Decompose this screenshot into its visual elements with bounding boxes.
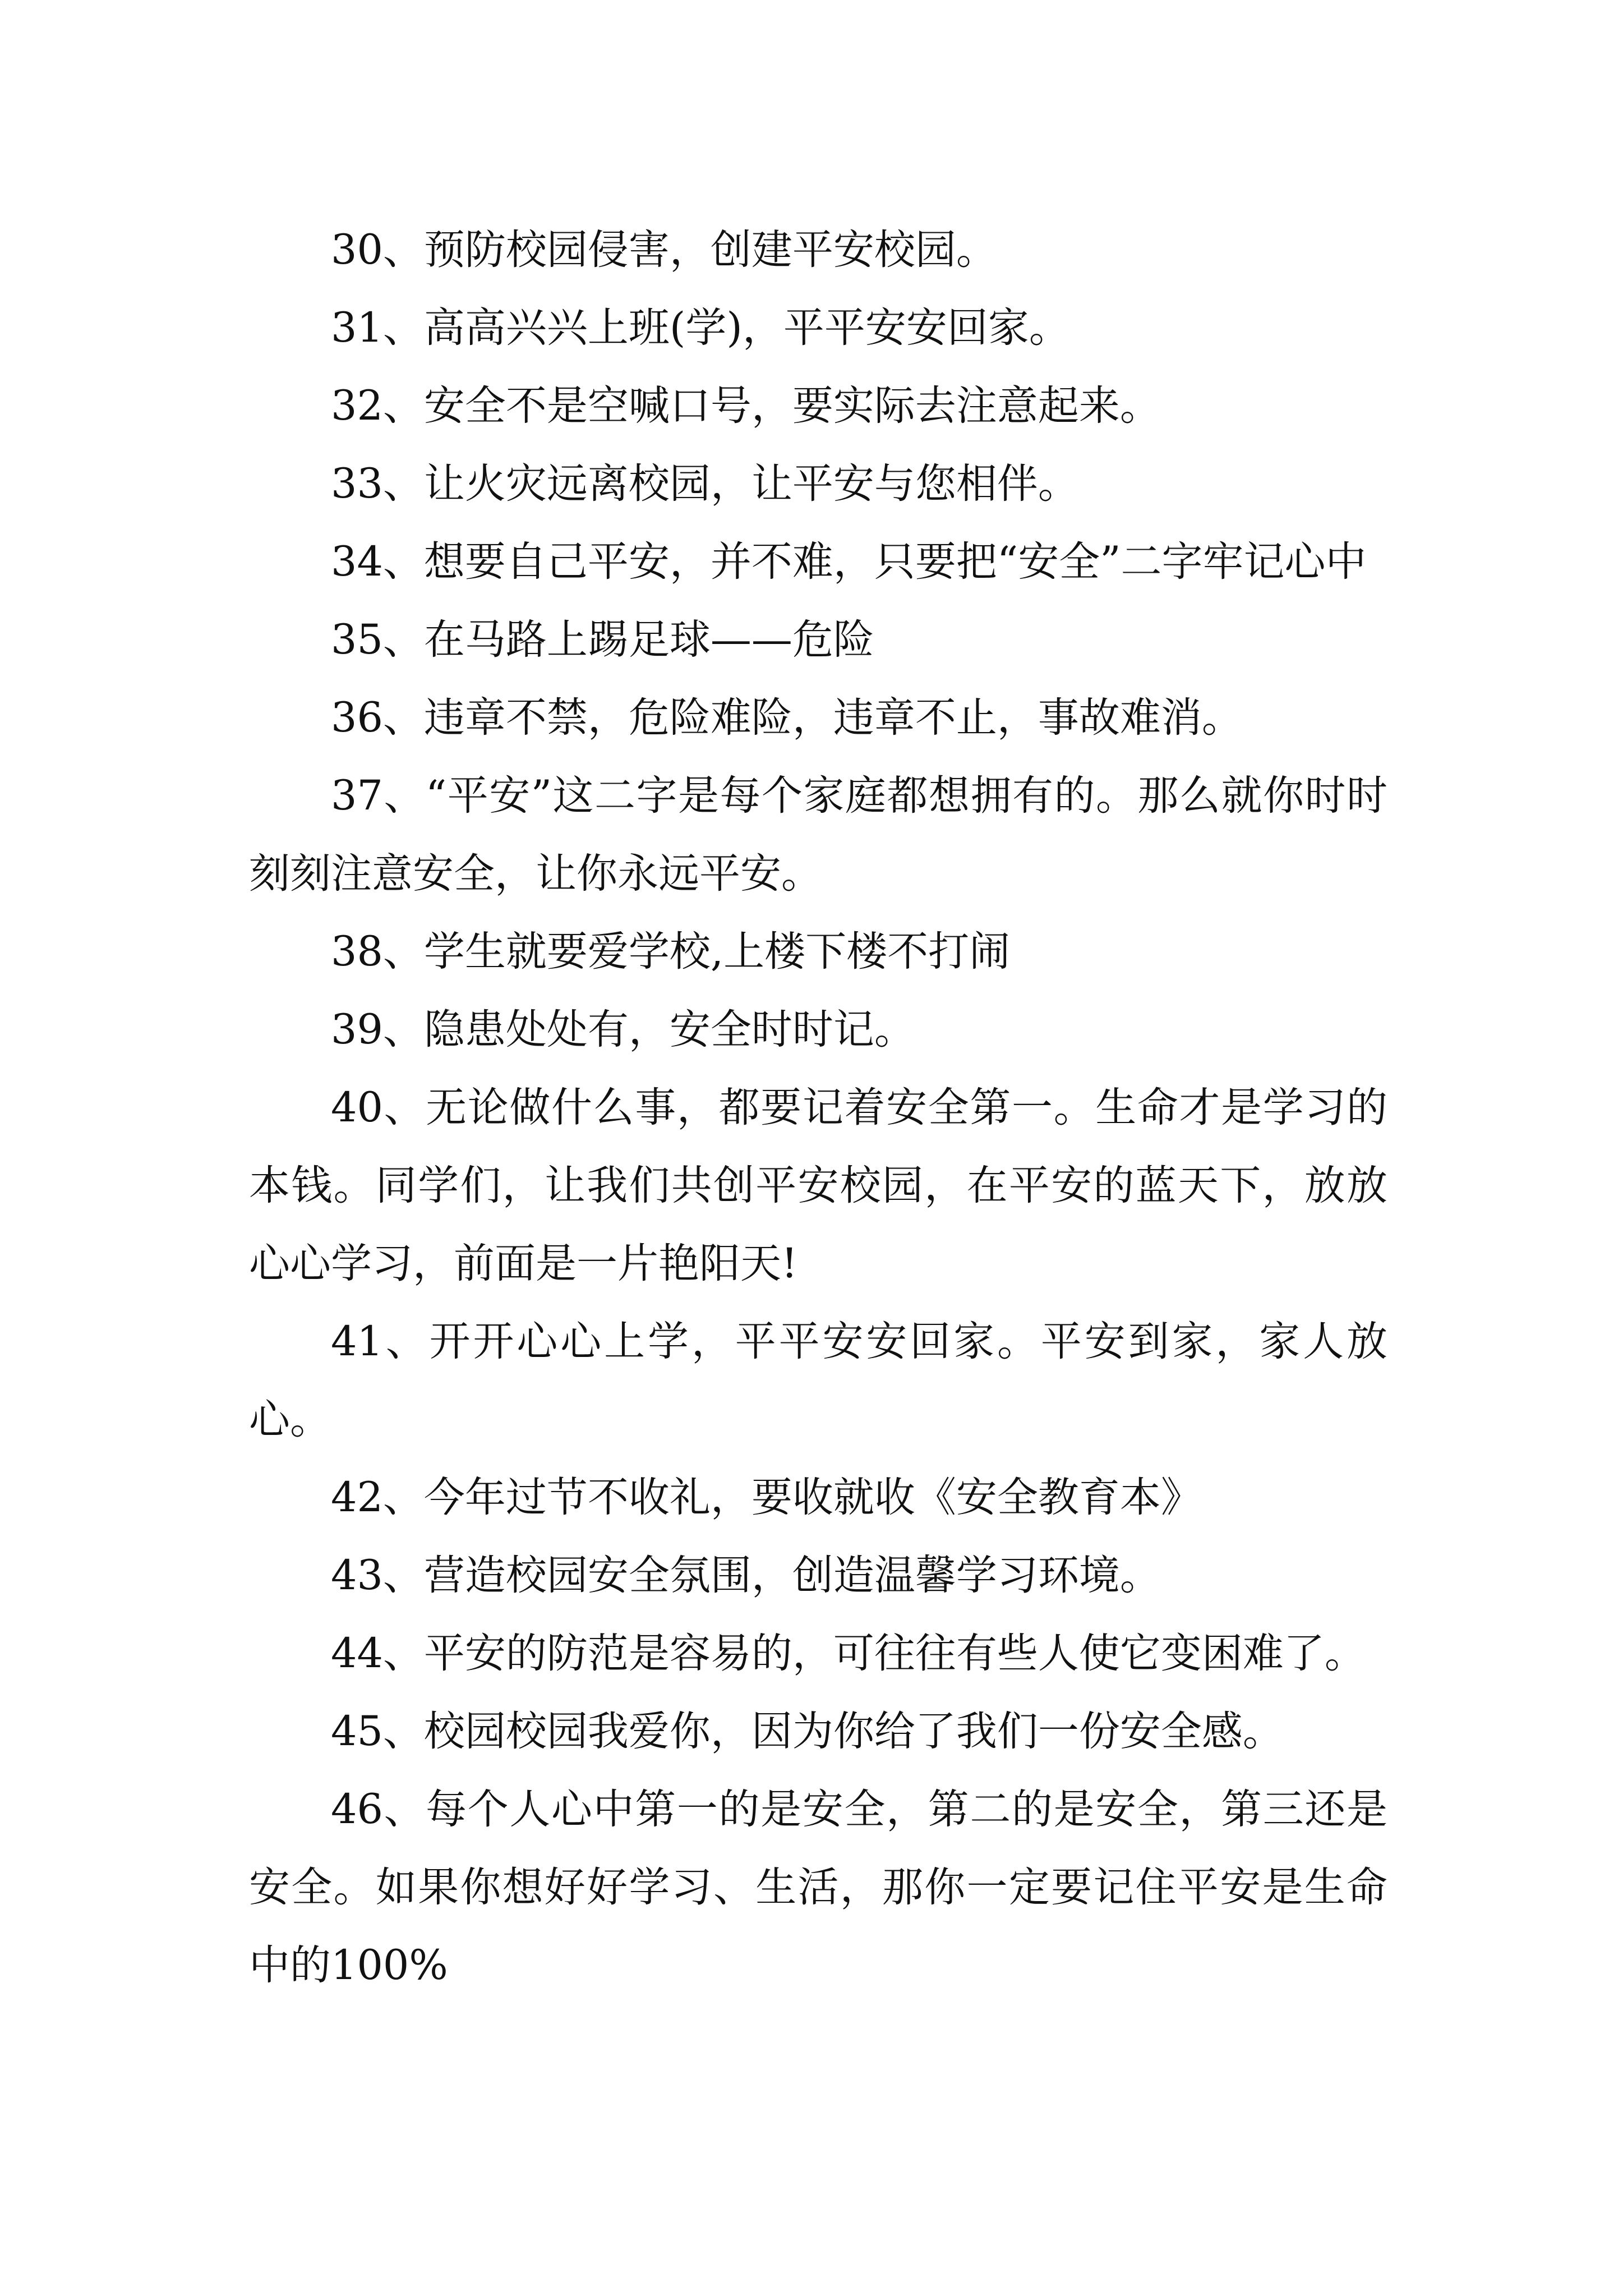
paragraph-38: 38、学生就要爱学校,上楼下楼不打闹 — [331, 928, 1011, 976]
paragraph-44: 44、平安的防范是容易的，可往往有些人使它变困难了。 — [331, 1630, 1366, 1677]
paragraph-37: 37、“平安”这二字是每个家庭都想拥有的。那么就你时时刻刻注意安全，让你永远平安。 — [249, 772, 1387, 898]
paragraph-40: 40、无论做什么事，都要记着安全第一。生命才是学习的本钱。同学们，让我们共创平安校园，在平安的蓝天下，放放心心学习，前面是一片艳阳天! — [249, 1084, 1387, 1287]
paragraph-46: 46、每个人心中第一的是安全，第二的是安全，第三还是安全。如果你想好好学习、生活，那你一定要记住平安是生命中的100% — [249, 1786, 1387, 1989]
paragraph-31: 31、高高兴兴上班(学)，平平安安回家。 — [331, 304, 1070, 352]
paragraph-39: 39、隐患处处有，安全时时记。 — [331, 1006, 915, 1053]
paragraph-36: 36、违章不禁，危险难险，违章不止，事故难消。 — [331, 694, 1243, 742]
paragraph-41: 41、开开心心上学，平平安安回家。平安到家，家人放心。 — [249, 1318, 1387, 1443]
paragraph-35: 35、在马路上踢足球——危险 — [331, 616, 874, 664]
paragraph-42: 42、今年过节不收礼，要收就收《安全教育本》 — [331, 1474, 1202, 1521]
paragraph-30: 30、预防校园侵害，创建平安校园。 — [331, 226, 997, 274]
paragraph-43: 43、营造校园安全氛围，创造温馨学习环境。 — [331, 1552, 1161, 1599]
paragraph-32: 32、安全不是空喊口号，要实际去注意起来。 — [331, 382, 1161, 430]
paragraph-33: 33、让火灾远离校园，让平安与您相伴。 — [331, 460, 1079, 508]
paragraph-45: 45、校园校园我爱你，因为你给了我们一份安全感。 — [331, 1708, 1284, 1755]
paragraph-34: 34、想要自己平安，并不难，只要把“安全”二字牢记心中 — [331, 538, 1367, 586]
document-body — [249, 211, 1387, 2004]
